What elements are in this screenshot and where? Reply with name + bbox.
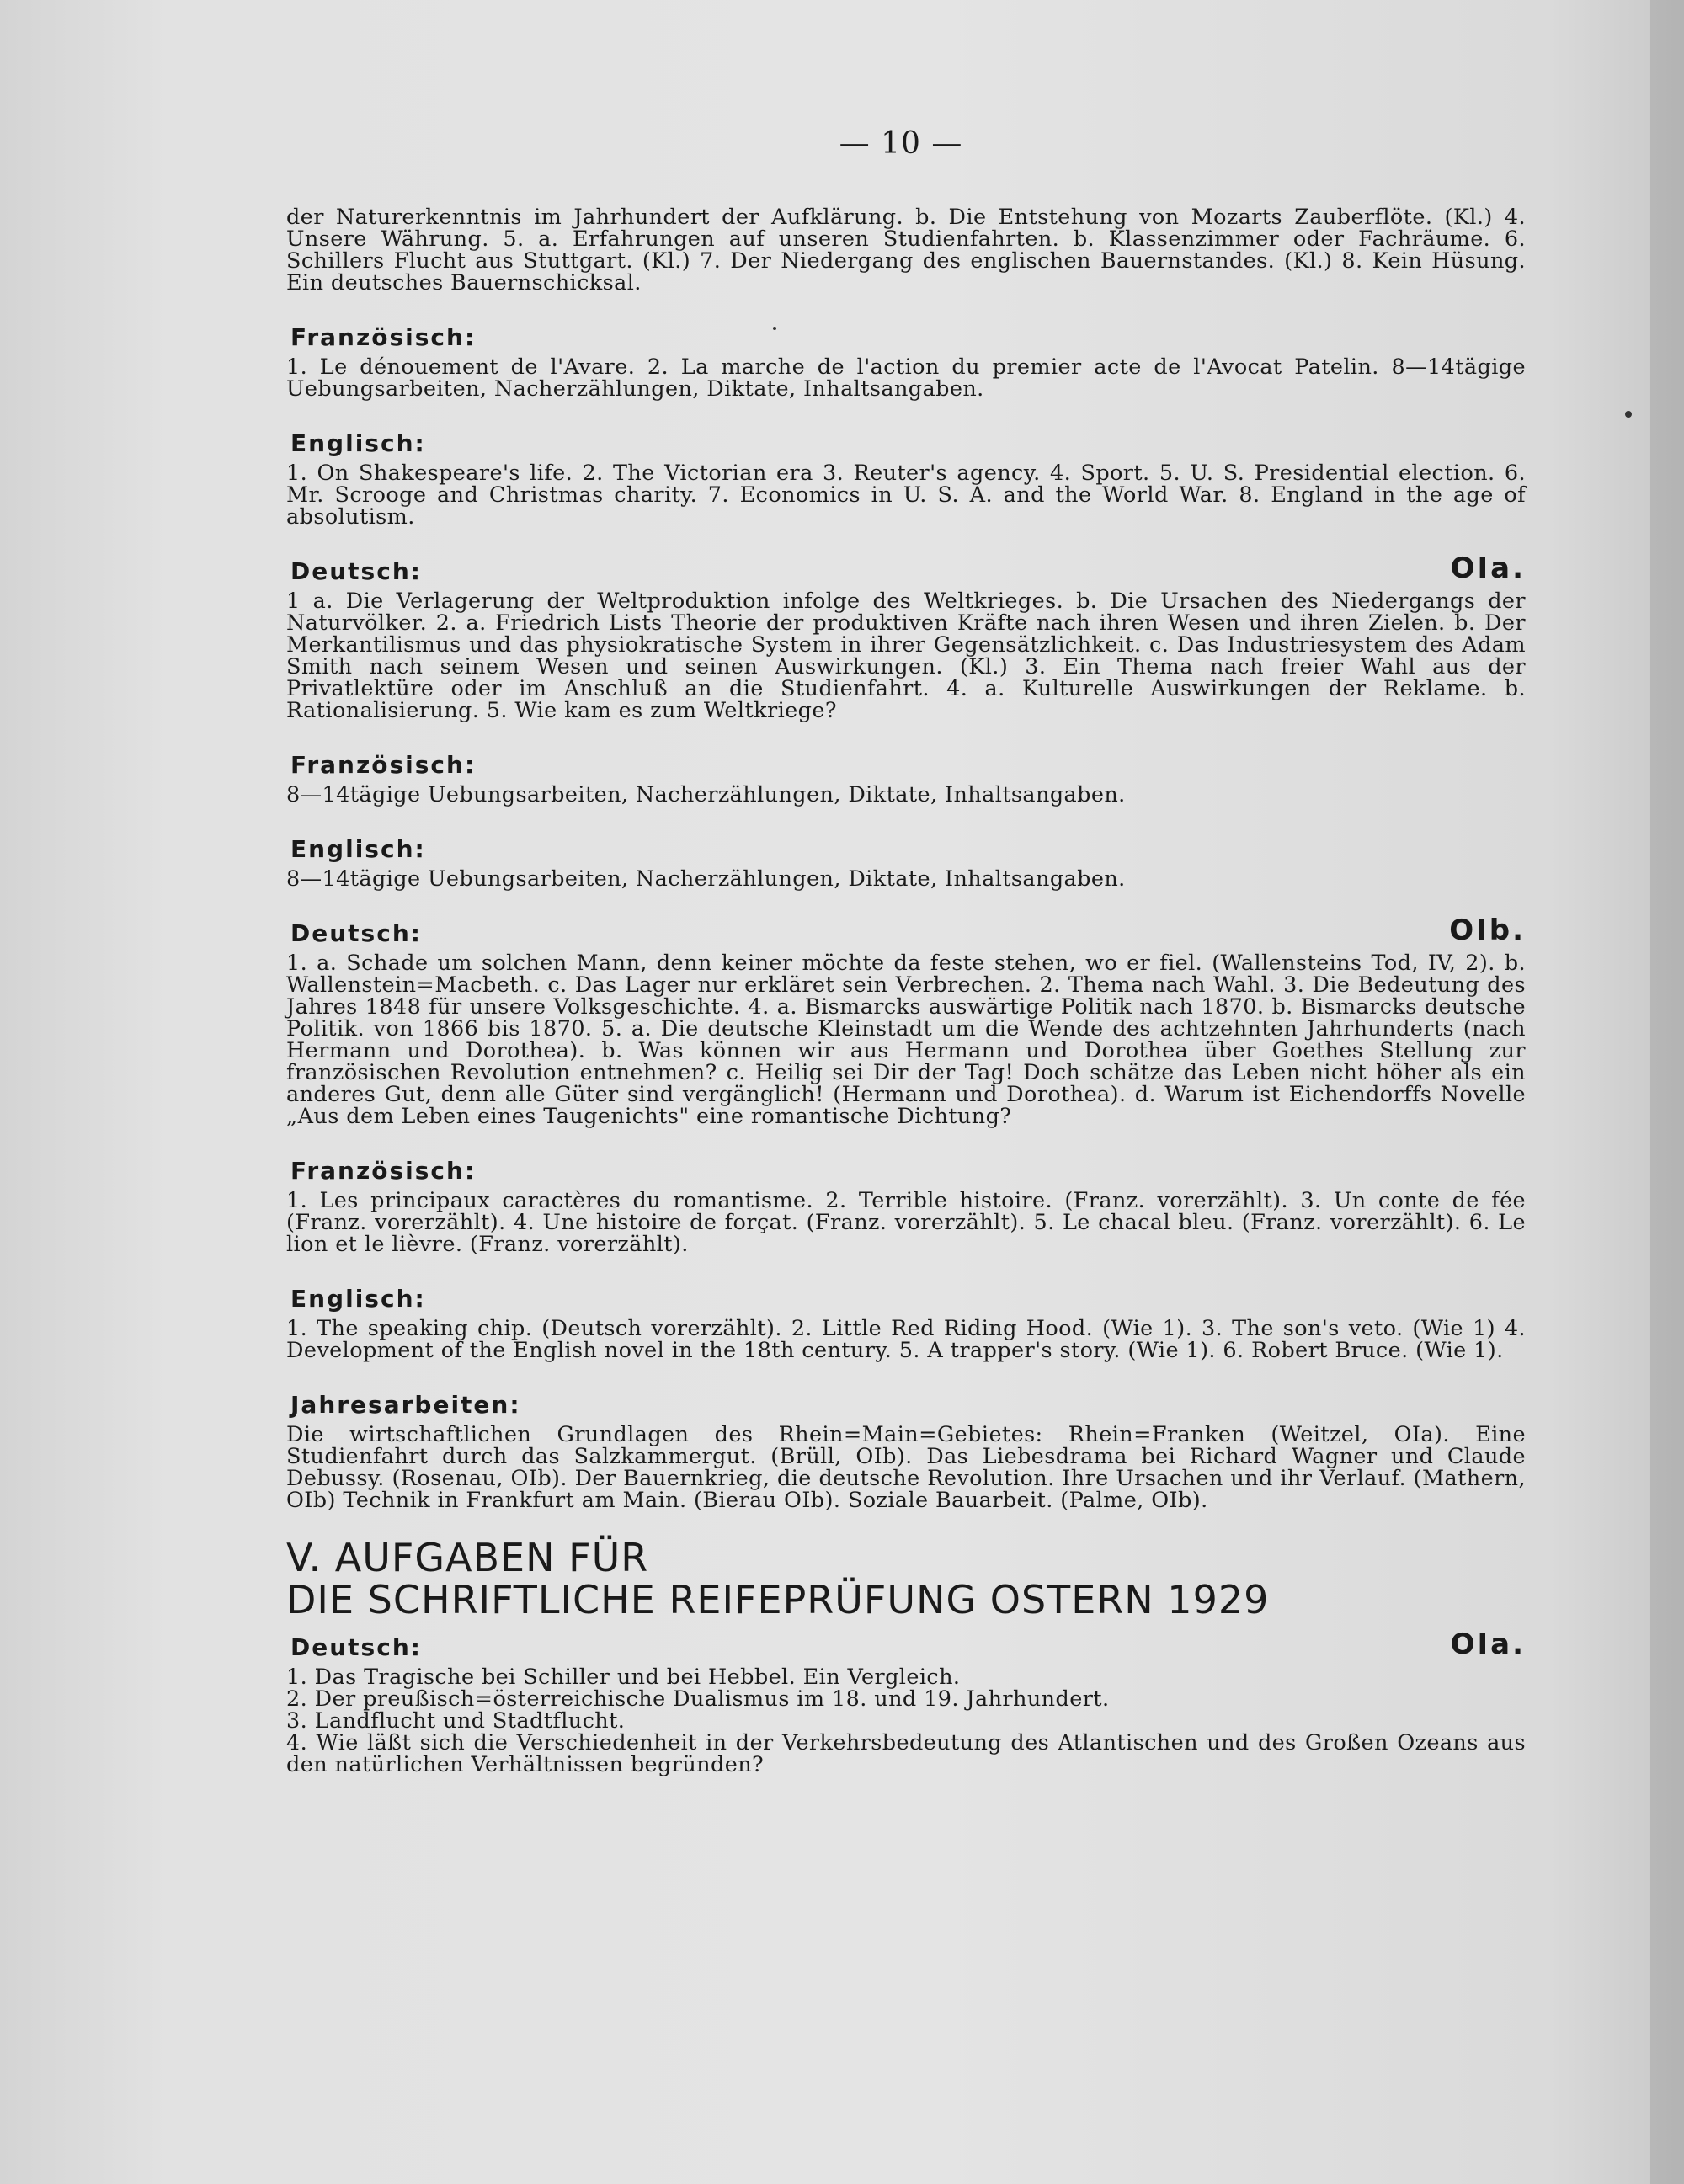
- section-heading: Deutsch:: [290, 1633, 422, 1661]
- section-text: 8—14tägige Uebungsarbeiten, Nacherzählungen, Diktate, Inhaltsangaben.: [286, 782, 1126, 807]
- section-text: 1. The speaking chip. (Deutsch vorerzählt). 2. Little Red Riding Hood. (Wie 1). 3. The son's veto. (Wie 1) 4. Development of the English novel in the 18th century. 5. A trapper's story. (Wie 1). 6. Robert Bruce. (Wie 1).: [286, 1316, 1526, 1363]
- chapter-heading-line1: V. AUFGABEN FÜR: [286, 1535, 649, 1580]
- continuation-section: [286, 206, 1526, 294]
- chapter-heading-line2: DIE SCHRIFTLICHE REIFEPRÜFUNG OSTERN 1929: [286, 1577, 1270, 1622]
- chapter-heading: [286, 1537, 1526, 1621]
- page-content: [286, 206, 1526, 1801]
- section-heading: Französisch:: [290, 323, 477, 351]
- exam-topic: 1. Das Tragische bei Schiller und bei Hebbel. Ein Vergleich.: [286, 1665, 961, 1690]
- paper-fold-shadow: [1650, 0, 1684, 2184]
- section-text: 1 a. Die Verlagerung der Weltproduktion infolge des Weltkrieges. b. Die Ursachen des Niedergangs der Naturvölker. 2. a. Friedrich Lists Theorie der produktiven Kräfte nach ihren Wesen und ihren Zielen. b. Der Merkantilismus und das physiokratische System in ihrer Gegensätzlichkeit. c. Das Industriesystem des Adam Smith nach seinem Wesen und seinen Auswirkungen. (Kl.) 3. Ein Thema nach freier Wahl aus der Privatlektüre oder im Anschluß an die Studienfahrt. 4. a. Kulturelle Auswirkungen der Reklame. b. Rationalisierung. 5. Wie kam es zum Weltkriege?: [286, 589, 1526, 723]
- section-franzoesisch-1: [286, 319, 1526, 400]
- section-franzoesisch-3: [286, 1153, 1526, 1255]
- section-jahresarbeiten: [286, 1387, 1526, 1511]
- section-deutsch-oib: [286, 915, 1526, 1127]
- section-franzoesisch-2: [286, 747, 1526, 806]
- class-label: OIa.: [1450, 551, 1526, 585]
- exam-topic: 3. Landflucht und Stadtflucht.: [286, 1708, 626, 1734]
- section-heading: Deutsch:: [290, 919, 422, 947]
- section-englisch-2: [286, 831, 1526, 890]
- section-englisch-3: [286, 1281, 1526, 1361]
- section-heading: Englisch:: [290, 835, 426, 863]
- section-reifepruefung-deutsch: [286, 1629, 1526, 1776]
- section-text: Die wirtschaftlichen Grundlagen des Rhein=Main=Gebietes: Rhein=Franken (Weitzel, OIa). Eine Studienfahrt durch das Salzkammergut. (Brüll, OIb). Das Liebesdrama bei Richard Wagner und Claude Debussy. (Rosenau, OIb). Der Bauernkrieg, die deutsche Revolution. Ihre Ursachen und ihr Verlauf. (Mathern, OIb) Technik in Frankfurt am Main. (Bierau OIb). Soziale Bauarbeit. (Palme, OIb).: [286, 1422, 1526, 1513]
- section-heading: Englisch:: [290, 429, 426, 457]
- exam-topic: 4. Wie läßt sich die Verschiedenheit in der Verkehrsbedeutung des Atlantischen und des Großen Ozeans aus den natürlichen Verhältnissen begründen?: [286, 1730, 1526, 1777]
- section-heading: Französisch:: [290, 1157, 477, 1185]
- section-heading: Jahresarbeiten:: [290, 1391, 521, 1419]
- section-text: 8—14tägige Uebungsarbeiten, Nacherzählungen, Diktate, Inhaltsangaben.: [286, 866, 1126, 892]
- section-heading: Englisch:: [290, 1285, 426, 1313]
- section-text: 1. On Shakespeare's life. 2. The Victorian era 3. Reuter's agency. 4. Sport. 5. U. S. Presidential election. 6. Mr. Scrooge and Christmas charity. 7. Economics in U. S. A. and the World War. 8. England in the age of absolutism.: [286, 461, 1526, 530]
- page-number: — 10 —: [839, 126, 963, 161]
- section-deutsch-oia: [286, 553, 1526, 722]
- section-text: 1. a. Schade um solchen Mann, denn keiner möchte da feste stehen, wo er fiel. (Wallensteins Tod, IV, 2). b. Wallenstein=Macbeth. c. Das Lager nur erkläret sein Verbrechen. 2. Thema nach Wahl. 3. Die Bedeutung des Jahres 1848 für unsere Volksgeschichte. 4. a. Bismarcks auswärtige Politik nach 1870. b. Bismarcks deutsche Politik. von 1866 bis 1870. 5. a. Die deutsche Kleinstadt um die Wende des achtzehnten Jahrhunderts (nach Hermann und Dorothea). b. Was können wir aus Hermann und Dorothea über Goethes Stellung zur französischen Revolution entnehmen? c. Heilig sei Dir der Tag! Doch schätze das Leben nicht höher als ein anderes Gut, denn alle Güter sind vergänglich! (Hermann und Dorothea). d. Warum ist Eichendorffs Novelle „Aus dem Leben eines Taugenichts" eine romantische Dichtung?: [286, 951, 1526, 1129]
- continuation-text: der Naturerkenntnis im Jahrhundert der Aufklärung. b. Die Entstehung von Mozarts Zauberflöte. (Kl.) 4. Unsere Währung. 5. a. Erfahrungen auf unseren Studienfahrten. b. Klassenzimmer oder Fachräume. 6. Schillers Flucht aus Stuttgart. (Kl.) 7. Der Niedergang des englischen Bauernstandes. (Kl.) 8. Kein Hüsung. Ein deutsches Bauernschicksal.: [286, 205, 1526, 296]
- class-label: OIa.: [1450, 1627, 1526, 1661]
- section-englisch-1: [286, 425, 1526, 528]
- paper-speck: [1625, 411, 1632, 418]
- section-text: 1. Les principaux caractères du romantisme. 2. Terrible histoire. (Franz. vorerzählt). 3. Un conte de fée (Franz. vorerzählt). 4. Une histoire de forçat. (Franz. vorerzählt). 5. Le chacal bleu. (Franz. vorerzählt). 6. Le lion et le lièvre. (Franz. vorerzählt).: [286, 1188, 1526, 1257]
- section-text: 1. Le dénouement de l'Avare. 2. La marche de l'action du premier acte de l'Avocat Patelin. 8—14tägige Uebungsarbeiten, Nacherzählungen, Diktate, Inhaltsangaben.: [286, 354, 1526, 402]
- section-heading: Deutsch:: [290, 557, 422, 585]
- section-heading: Französisch:: [290, 751, 477, 779]
- exam-topic: 2. Der preußisch=österreichische Dualismus im 18. und 19. Jahrhundert.: [286, 1686, 1110, 1712]
- class-label: OIb.: [1449, 914, 1526, 947]
